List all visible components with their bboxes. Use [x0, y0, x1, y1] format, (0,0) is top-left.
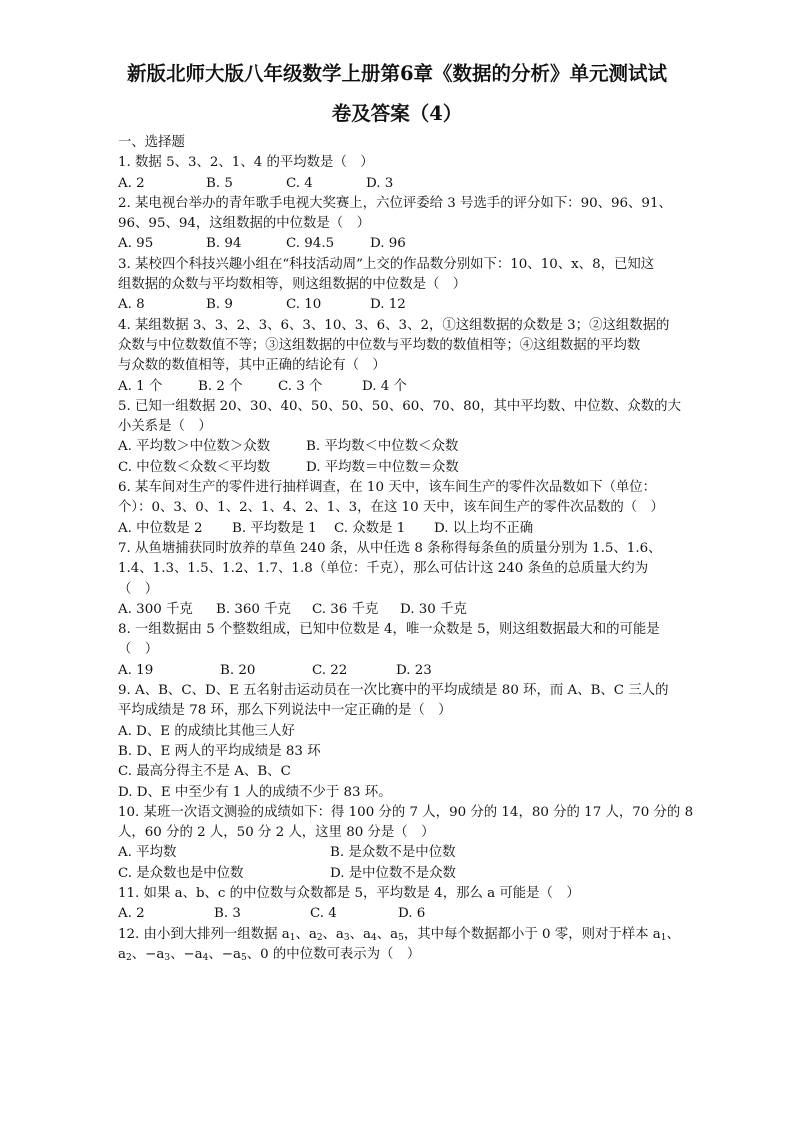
- q12-text: 12. 由小到大排列一组数据 a: [118, 926, 290, 942]
- question-7-stem: 1.4、1.3、1.5、1.2、1.7、1.8（单位：千克），那么可估计这 240 条鱼的总质量大约为: [118, 561, 649, 577]
- option-d: D. 6: [398, 906, 426, 922]
- option-c: C. 中位数＜众数＜平均数: [118, 459, 271, 475]
- q12-separator: 、a: [349, 926, 372, 942]
- option-a: A. 中位数是 2: [118, 520, 203, 536]
- question-10-options: [118, 843, 678, 863]
- option-b: B. 360 千克: [216, 601, 291, 617]
- question-9-option-c: C. 最高分得主不是 A、B、C: [118, 764, 291, 780]
- option-a: A. 2: [118, 906, 145, 922]
- question-4-options: [118, 377, 678, 397]
- document-title-line-2: 卷及答案（4）: [331, 102, 463, 125]
- option-d: D. 4 个: [362, 378, 407, 394]
- question-2-stem: 96、95、94，这组数据的中位数是（ ）: [118, 216, 370, 232]
- question-7-options: [118, 600, 678, 620]
- question-7-stem: （ ）: [118, 581, 159, 597]
- q12-negative: 、−a: [208, 946, 242, 962]
- option-d: D. 23: [396, 662, 432, 678]
- option-a: A. 平均数: [118, 845, 177, 861]
- subscript: 2: [316, 932, 323, 943]
- option-c: C. 3 个: [278, 378, 323, 394]
- question-4-stem: 众数与中位数数值不等；③这组数据的中位数与平均数的数值相等；④这组数据的平均数: [118, 337, 641, 353]
- question-1-stem: 1. 数据 5、3、2、1、4 的平均数是（ ）: [118, 155, 374, 171]
- question-6-options: [118, 519, 678, 539]
- option-c: C. 4: [286, 175, 313, 191]
- option-d: D. 3: [366, 175, 394, 191]
- option-a: A. 300 千克: [118, 601, 193, 617]
- option-c: C. 94.5: [286, 236, 335, 252]
- subscript: 2: [125, 952, 132, 963]
- option-c: C. 4: [310, 906, 337, 922]
- question-9-stem: 9. A、B、C、D、E 五名射击运动员在一次比赛中的平均成绩是 80 环，而 A、B、C 三人的: [118, 683, 669, 699]
- question-5-stem: 5. 已知一组数据 20、30、40、50、50、50、60、70、80，其中平均数、中位数、众数的大: [118, 398, 681, 414]
- option-a: A. 平均数＞中位数＞众数: [118, 439, 271, 455]
- question-10-stem: 人，60 分的 2 人，50 分 2 人，这里 80 分是（ ）: [118, 825, 435, 841]
- subscript: 3: [343, 932, 350, 943]
- option-c: C. 22: [312, 662, 348, 678]
- question-11-stem: 11. 如果 a、b、c 的中位数与众数都是 5，平均数是 4，那么 a 可能是（ ）: [118, 885, 580, 901]
- question-2-stem: 2. 某电视台举办的青年歌手电视大奖赛上，六位评委给 3 号选手的评分如下：90、96、91、: [118, 195, 672, 211]
- subscript: 1: [289, 932, 296, 943]
- option-c: C. 是众数也是中位数: [118, 865, 244, 881]
- question-9-option-a: A. D、E 的成绩比其他三人好: [118, 723, 295, 739]
- question-3-options: [118, 295, 678, 315]
- option-b: B. 2 个: [198, 378, 243, 394]
- q12-text: ，其中每个数据都小于 0 零，则对于样本 a: [403, 926, 661, 942]
- option-b: B. 平均数是 1: [232, 520, 317, 536]
- option-a: A. 19: [118, 662, 154, 678]
- option-b: B. 20: [220, 662, 256, 678]
- question-10-stem: 10. 某班一次语文测验的成绩如下：得 100 分的 7 人，90 分的 14，80 分的 17 人，70 分的 8: [118, 804, 694, 820]
- section-heading: 一、选择题: [118, 135, 185, 150]
- option-d: D. 是中位数不是众数: [330, 865, 456, 881]
- subscript: 4: [371, 932, 377, 943]
- subscript: 3: [164, 952, 171, 963]
- question-6-stem: 个）：0、3、0、1、2、1、4、2、1、3，在这 10 天中，该车间生产的零件次品数的（ ）: [118, 500, 664, 516]
- option-c: C. 36 千克: [312, 601, 379, 617]
- question-2-options: [118, 234, 678, 254]
- subscript: 5: [241, 952, 247, 963]
- option-c: C. 众数是 1: [334, 520, 406, 536]
- question-8-stem: （ ）: [118, 642, 159, 658]
- question-6-stem: 6. 某车间对生产的零件进行抽样调查，在 10 天中，该车间生产的零件次品数如下（单位：: [118, 480, 657, 496]
- option-c: C. 10: [286, 297, 322, 313]
- option-b: B. 3: [214, 906, 241, 922]
- option-d: D. 12: [370, 297, 406, 313]
- question-7-stem: 7. 从鱼塘捕获同时放养的草鱼 240 条，从中任选 8 条称得每条鱼的质量分别为 1.5、1.6、: [118, 540, 662, 556]
- q12-text: 、0 的中位数可表示为（ ）: [246, 946, 421, 962]
- option-b: B. 94: [206, 236, 242, 252]
- question-9-option-b: B. D、E 两人的平均成绩是 83 环: [118, 743, 321, 759]
- question-5-options: [118, 458, 678, 478]
- option-b: B. 平均数＜中位数＜众数: [306, 439, 459, 455]
- option-a: A. 2: [118, 175, 145, 191]
- question-5-options: [118, 437, 678, 457]
- question-8-options: [118, 661, 678, 681]
- question-9-option-d: D. D、E 中至少有 1 人的成绩不少于 83 环。: [118, 784, 392, 800]
- question-4-stem: 与众数的数值相等，其中正确的结论有（ ）: [118, 358, 386, 374]
- question-4-stem: 4. 某组数据 3、3、2、3、6、3、10、3、6、3、2，①这组数据的众数是 3；②这组数据的: [118, 317, 670, 333]
- option-a: A. 95: [118, 236, 154, 252]
- question-3-stem: 组数据的众数与平均数相等，则这组数据的中位数是（ ）: [118, 277, 467, 293]
- q12-negative: 、−a: [170, 946, 203, 962]
- option-d: D. 平均数＝中位数＝众数: [306, 459, 459, 475]
- q12-separator: 、a: [322, 926, 344, 942]
- question-12-stem: 12. 由小到大排列一组数据 $a_1$、$a_2$、$a_3$、$a_4$、$a_5$，其中每个数据都小于 0 零，则对于样本 $a_1$、: [118, 926, 680, 943]
- option-a: A. 8: [118, 297, 145, 313]
- question-8-stem: 8. 一组数据由 5 个整数组成，已知中位数是 4，唯一众数是 5，则这组数据最大和的可能是: [118, 622, 660, 638]
- option-d: D. 以上均不正确: [434, 520, 534, 536]
- question-3-stem: 3. 某校四个科技兴趣小组在“科技活动周”上交的作品数分别如下：10、10、x、8，已知这: [118, 256, 655, 272]
- subscript: 1: [660, 932, 667, 943]
- question-10-options: [118, 864, 678, 884]
- option-b: B. 9: [206, 297, 233, 313]
- option-d: D. 30 千克: [400, 601, 467, 617]
- option-b: B. 5: [206, 175, 233, 191]
- question-list: [118, 133, 694, 965]
- q12-negative: 、−a: [131, 946, 165, 962]
- question-11-options: [118, 904, 678, 924]
- question-12-stem: [118, 945, 678, 965]
- subscript: 4: [202, 952, 209, 963]
- option-b: B. 是众数不是中位数: [330, 845, 456, 861]
- q12-text: a: [118, 946, 126, 962]
- question-1-options: [118, 174, 678, 194]
- question-9-stem: 平均成绩是 78 环，那么下列说法中一定正确的是（ ）: [118, 703, 452, 719]
- q12-separator: 、a: [376, 926, 399, 942]
- document-title-line-1: 新版北师大版八年级数学上册第6章《数据的分析》单元测试试: [126, 62, 668, 85]
- option-d: D. 96: [370, 236, 406, 252]
- option-a: A. 1 个: [118, 378, 163, 394]
- question-5-stem: 小关系是（ ）: [118, 419, 212, 435]
- q12-separator: 、a: [295, 926, 317, 942]
- subscript: 5: [398, 932, 404, 943]
